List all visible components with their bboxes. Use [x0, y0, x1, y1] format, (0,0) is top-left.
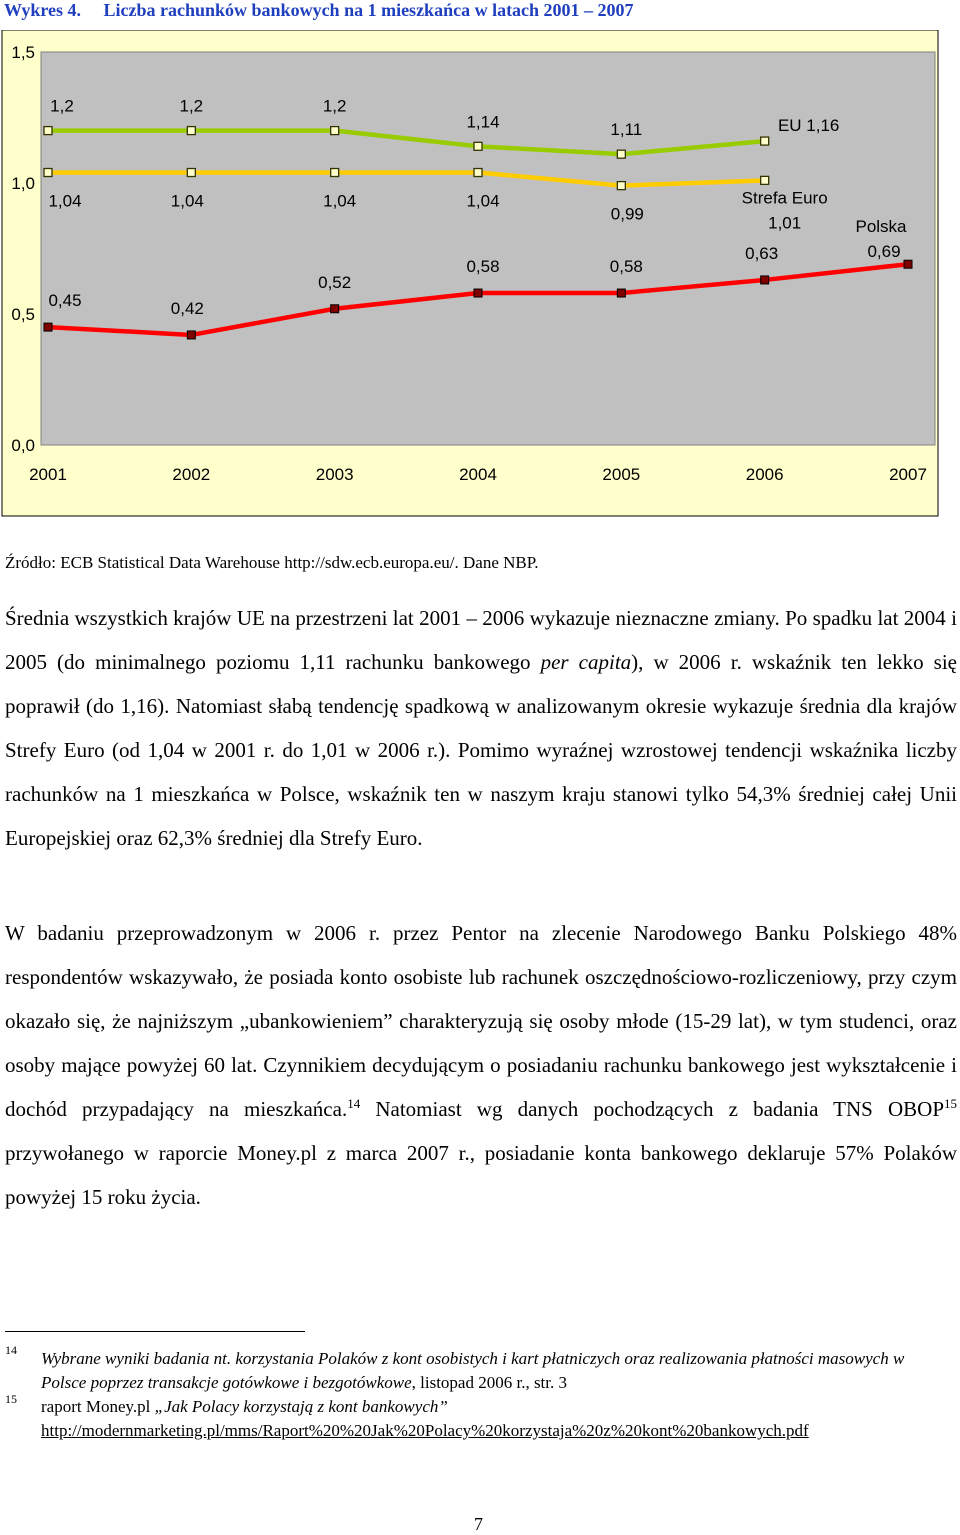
data-point [187, 169, 195, 177]
x-tick-label: 2007 [889, 465, 927, 484]
footnote-15-title: „Jak Polacy korzystają z kont bankowych” [154, 1397, 448, 1416]
footnote-14-details: , listopad 2006 r., str. 3 [411, 1373, 568, 1392]
footnote-ref-14[interactable]: 14 [347, 1096, 361, 1111]
data-point [761, 276, 769, 284]
footnote-separator [5, 1331, 305, 1332]
data-point [761, 137, 769, 145]
caption-number: Wykres 4. [4, 0, 82, 20]
x-tick-label: 2002 [172, 465, 211, 484]
footnote-14-title: Wybrane wyniki badania nt. korzystania Polaków z kont osobistych i kart płatniczych oraz realizowania płatności masowych w Polsce poprzez transakcje gotówkowe i bezgotówkowe [41, 1349, 905, 1392]
data-label: Polska [855, 217, 907, 237]
data-label: 0,63 [745, 243, 779, 263]
paragraph-1-text-a: Średnia wszystkich krajów UE na przestrzeni lat 2001 – 2006 wykazuje nieznaczne zmiany. Po spadku lat 2004 i 2005 (do minimalnego poziomu 1,11 rachunku bankowego [5, 606, 957, 674]
paragraph-2-text-b: Natomiast wg danych pochodzących z badania TNS OBOP [360, 1097, 944, 1121]
data-point [761, 176, 769, 184]
footnote-15-link[interactable]: http://modernmarketing.pl/mms/Raport%20%20Jak%20Polacy%20korzystaja%20z%20kont%20bankowych.pdf [41, 1421, 809, 1440]
data-label: 0,58 [609, 257, 643, 277]
data-point [617, 182, 625, 190]
data-label: Strefa Euro [741, 188, 828, 208]
data-label: 1,04 [48, 191, 82, 211]
data-label: 1,04 [170, 191, 204, 211]
y-tick-label: 1,5 [11, 43, 35, 62]
chart-caption [4, 0, 634, 21]
data-point [617, 150, 625, 158]
paragraph-2 [5, 911, 957, 1219]
data-label: 1,04 [466, 191, 500, 211]
footnote-15 [41, 1395, 951, 1443]
x-tick-label: 2004 [459, 465, 497, 484]
data-label: 0,52 [318, 272, 352, 292]
data-label: 1,2 [322, 96, 347, 116]
y-tick-label: 0,0 [11, 436, 35, 455]
data-point [44, 169, 52, 177]
paragraph-1-italic: per capita [540, 650, 632, 674]
data-label: 0,42 [170, 298, 204, 318]
data-label: 1,2 [50, 96, 74, 116]
data-point [187, 331, 195, 339]
line-chart [0, 30, 960, 520]
data-point [44, 127, 52, 135]
data-point [44, 323, 52, 331]
footnote-14 [41, 1347, 941, 1395]
data-point [474, 289, 482, 297]
data-label: 0,58 [466, 257, 500, 277]
data-label: 1,2 [179, 96, 204, 116]
chart-source: Źródło: ECB Statistical Data Warehouse http://sdw.ecb.europa.eu/. Dane NBP. [5, 553, 539, 572]
data-point [331, 169, 339, 177]
data-point [474, 169, 482, 177]
x-tick-label: 2006 [745, 465, 784, 484]
data-label: 1,11 [610, 120, 643, 140]
plot-area [41, 52, 935, 445]
data-label: 0,69 [867, 242, 901, 262]
footnote-14-number: 14 [5, 1343, 17, 1357]
data-label: 0,99 [610, 204, 644, 224]
paragraph-1 [5, 596, 957, 860]
footnote-15-number: 15 [5, 1392, 17, 1406]
footnote-ref-15[interactable]: 15 [944, 1096, 957, 1111]
data-label: 1,01 [768, 213, 802, 233]
data-point [331, 127, 339, 135]
paragraph-2-text-a: W badaniu przeprowadzonym w 2006 r. przez Pentor na zlecenie Narodowego Banku Polskiego 48% respondentów wskazywało, że posiada konto osobiste lub rachunek oszczędnościowo-rozliczeniowy, przy czym okazało się, że najniższym „ubankowieniem” charakteryzują się osoby młode (15-29 lat), w tym studenci, oraz osoby mające powyżej 60 lat. Czynnikiem decydującym o posiadaniu rachunku bankowego jest wykształcenie i dochód przypadający na mieszkańca. [5, 921, 957, 1121]
x-tick-label: 2005 [602, 465, 641, 484]
data-point [331, 305, 339, 313]
paragraph-2-text-c: przywołanego w raporcie Money.pl z marca 2007 r., posiadanie konta bankowego deklaruje 57% Polaków powyżej 15 roku życia. [5, 1141, 957, 1209]
x-tick-label: 2003 [315, 465, 354, 484]
data-label: EU 1,16 [777, 116, 840, 136]
y-tick-label: 0,5 [11, 305, 35, 324]
data-point [904, 260, 912, 268]
caption-title: Liczba rachunków bankowych na 1 mieszkańca w latach 2001 – 2007 [103, 0, 634, 20]
y-tick-label: 1,0 [11, 174, 35, 193]
paragraph-1-text-b: ), w 2006 r. wskaźnik ten lekko się poprawił (do 1,16). Natomiast słabą tendencję spadkową w analizowanym okresie wykazuje średnia dla krajów Strefy Euro (od 1,04 w 2001 r. do 1,01 w 2006 r.). Pomimo wyraźnej wzrostowej tendencji wskaźnika liczby rachunków na 1 mieszkańca w Polsce, wskaźnik ten w naszym kraju stanowi tylko 54,3% średniej całej Unii Europejskiej oraz 62,3% średniej dla Strefy Euro. [5, 650, 957, 850]
page-number: 7 [474, 1514, 483, 1534]
data-point [187, 127, 195, 135]
data-label: 1,14 [466, 112, 500, 132]
data-point [617, 289, 625, 297]
data-point [474, 142, 482, 150]
data-label: 0,45 [48, 291, 82, 311]
footnote-15-prefix: raport Money.pl [41, 1397, 155, 1416]
data-label: 1,04 [323, 191, 357, 211]
x-tick-label: 2001 [29, 465, 67, 484]
